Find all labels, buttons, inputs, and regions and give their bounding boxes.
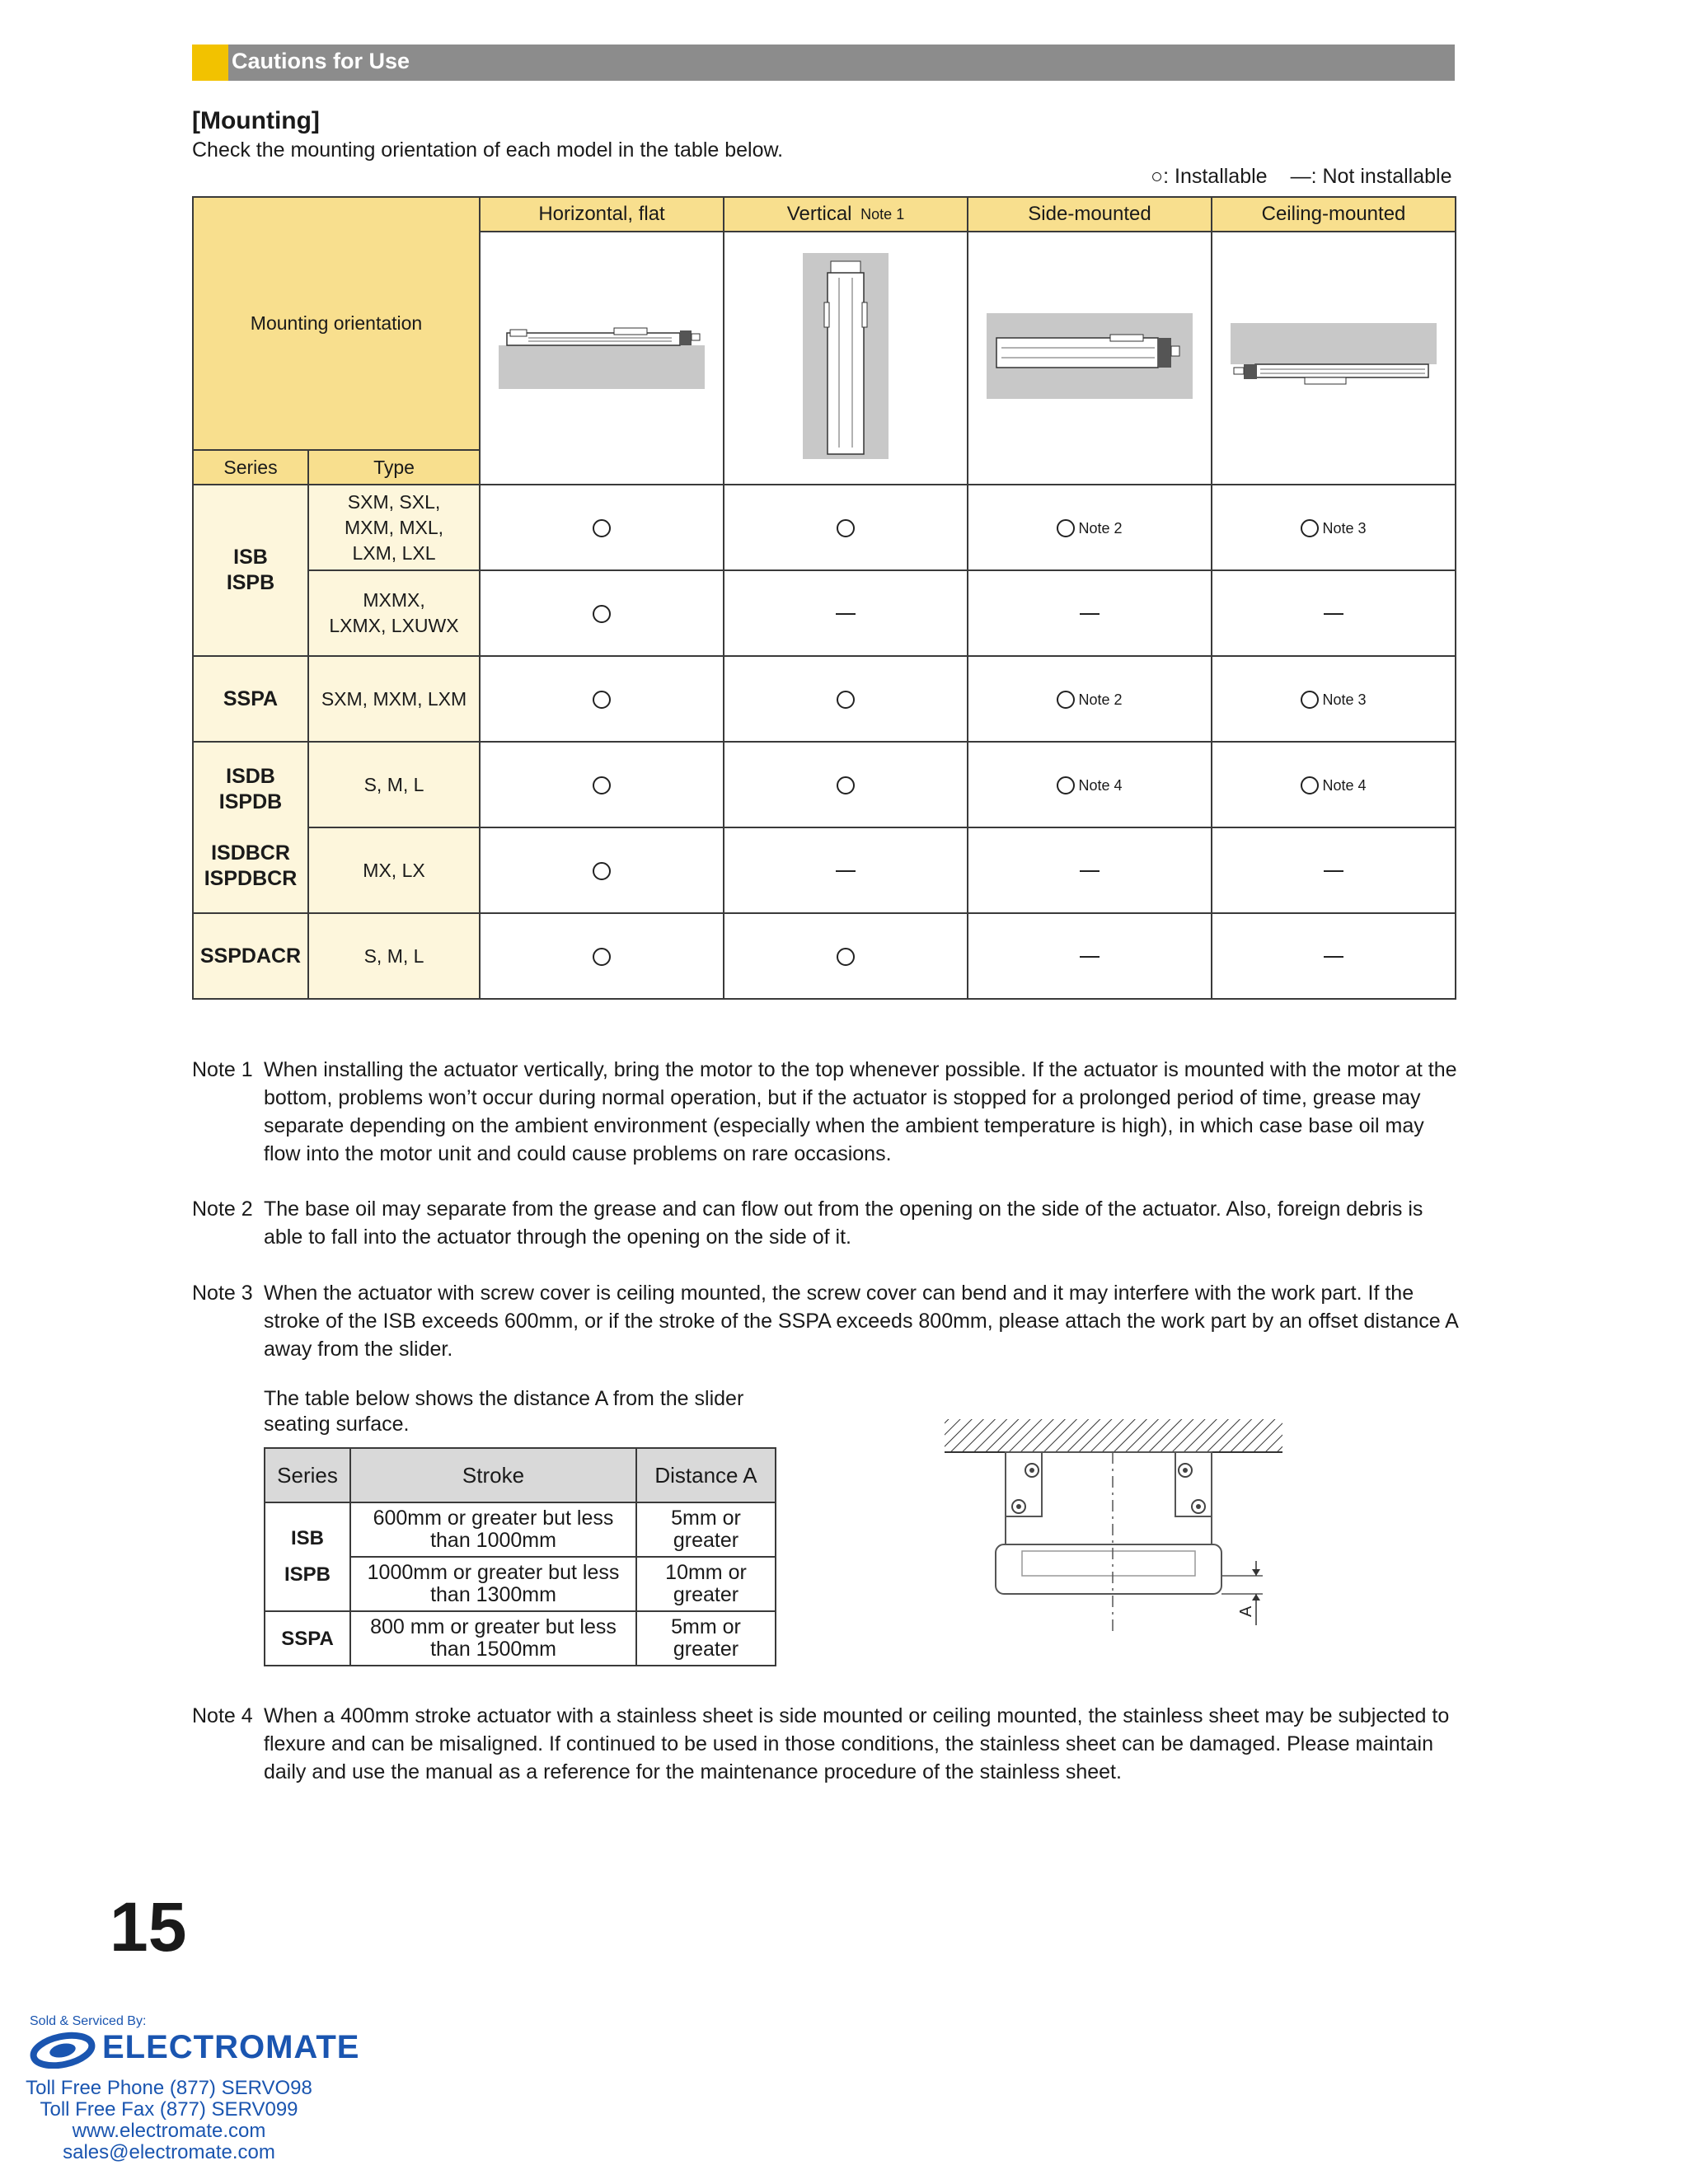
legend-installable: ○: Installable (1151, 165, 1268, 188)
distance-table-intro: The table below shows the distance A from the slider seating surface. (264, 1387, 744, 1436)
electromate-logo-icon (30, 2031, 97, 2069)
img-cell-vertical (724, 232, 968, 485)
footer-web-link[interactable]: www.electromate.com (72, 2120, 266, 2142)
cell-r2-side: Note 2 (968, 656, 1212, 742)
orientation-label: Mounting orientation (250, 312, 423, 334)
col-header-ceiling: Ceiling-mounted (1212, 197, 1456, 232)
vertical-actuator-image (803, 253, 889, 459)
cell-r5-side (968, 913, 1212, 999)
cell-r2-horizontal (480, 656, 724, 742)
series-header: Series (193, 450, 308, 485)
dt-series-sspa: SSPA (265, 1611, 350, 1666)
type-header: Type (308, 450, 480, 485)
page-number: 15 (110, 1888, 187, 1966)
img-cell-ceiling (1212, 232, 1456, 485)
type-cell: S, M, L (308, 913, 480, 999)
cell-r1-side (968, 570, 1212, 656)
cell-r4-ceiling (1212, 827, 1456, 913)
note-2-label: Note 2 (192, 1197, 253, 1221)
type-cell: MX, LX (308, 827, 480, 913)
cell-r2-vertical (724, 656, 968, 742)
type-cell: MXMX, LXMX, LXUWX (308, 570, 480, 656)
dt-series-isb-label: ISB (290, 1527, 324, 1549)
cell-r1-ceiling (1212, 570, 1456, 656)
note-1-label: Note 1 (192, 1058, 253, 1081)
cell-r4-vertical (724, 827, 968, 913)
col-header-side: Side-mounted (968, 197, 1212, 232)
cell-r3-side: Note 4 (968, 742, 1212, 827)
legend-not-installable: —: Not installable (1290, 165, 1452, 188)
dt-series-ispb-label: ISPB (284, 1563, 331, 1586)
cell-r3-horizontal (480, 742, 724, 827)
type-cell: SXM, SXL, MXM, MXL, LXM, LXL (308, 485, 480, 570)
cell-r0-horizontal (480, 485, 724, 570)
cell-r1-vertical (724, 570, 968, 656)
col-header-vertical (724, 197, 968, 232)
note-1-text: When installing the actuator vertically, bring the motor to the top whenever possible. If the actuator is mounted with the motor at the bottom, problems won’t occur during normal operation, but if the actuator is stopped for a prolonged period of time, grease may separate depending on the ambient environment (especially when the ambient temperature is high), in which case base oil may flow into the motor unit and could cause problems on rare occasions. (264, 1058, 1457, 1165)
dt-header-series: Series (265, 1448, 350, 1502)
offset-distance-diagram (940, 1416, 1286, 1638)
series-cell-sspa: SSPA (193, 656, 308, 742)
dt-distance-0: 5mm or greater (636, 1502, 776, 1557)
section-intro: Check the mounting orientation of each model in the table below. (192, 138, 784, 162)
dt-stroke-1: 1000mm or greater but less than 1300mm (350, 1557, 636, 1611)
cell-r4-side (968, 827, 1212, 913)
header-accent-tab (192, 45, 228, 81)
col-header-horizontal: Horizontal, flat (480, 197, 724, 232)
footer-phone: Toll Free Phone (877) SERVO98 (26, 2077, 312, 2099)
cell-r0-ceiling: Note 3 (1212, 485, 1456, 570)
note-3-text: When the actuator with screw cover is ceiling mounted, the screw cover can bend and it may interfere with the work part. If the stroke of the ISB exceeds 600mm, or if the stroke of the SSPA exceeds 800mm, please attach the work part by an offset distance A away from the slider. (264, 1282, 1458, 1361)
cell-r4-horizontal (480, 827, 724, 913)
cell-r3-vertical (724, 742, 968, 827)
col-header-vertical-label: Vertical (786, 203, 852, 225)
cell-r2-ceiling: Note 3 (1212, 656, 1456, 742)
ceiling-actuator-image (1231, 323, 1437, 389)
cell-r1-horizontal (480, 570, 724, 656)
series-cell-isb-ispb: ISB ISPB (193, 485, 308, 656)
mounting-table (192, 196, 1456, 1000)
dt-stroke-2: 800 mm or greater but less than 1500mm (350, 1611, 636, 1666)
diagram-label-a: A (1237, 1605, 1255, 1617)
cell-r3-ceiling: Note 4 (1212, 742, 1456, 827)
img-cell-horizontal (480, 232, 724, 485)
section-title: [Mounting] (192, 107, 320, 134)
horizontal-actuator-image (499, 323, 705, 389)
type-cell: S, M, L (308, 742, 480, 827)
series-cell-isdb: ISDB ISPDB ISDBCR ISPDBCR (193, 742, 308, 913)
img-cell-side (968, 232, 1212, 485)
cell-r5-vertical (724, 913, 968, 999)
symbol-legend (1151, 165, 1452, 189)
sold-by-label: Sold & Serviced By: (30, 2014, 147, 2028)
type-cell: SXM, MXM, LXM (308, 656, 480, 742)
dt-header-stroke: Stroke (350, 1448, 636, 1502)
distance-table (264, 1447, 776, 1666)
dt-series-isb (265, 1502, 350, 1611)
note-4-text: When a 400mm stroke actuator with a stainless sheet is side mounted or ceiling mounted, the stainless sheet may be subjected to flexure and can be misaligned. If continued to be used in those conditions, the stainless sheet can be damaged. Please maintain daily and use the manual as a reference for the maintenance procedure of the stainless sheet. (264, 1704, 1450, 1783)
cell-r0-vertical (724, 485, 968, 570)
header-title: Cautions for Use (232, 49, 410, 73)
cell-r5-horizontal (480, 913, 724, 999)
footer-fax: Toll Free Fax (877) SERV099 (40, 2098, 298, 2121)
dt-distance-1: 10mm or greater (636, 1557, 776, 1611)
note-3-label: Note 3 (192, 1282, 253, 1305)
orientation-label-cell (193, 197, 480, 450)
col-header-vertical-note: Note 1 (860, 206, 905, 223)
cell-r5-ceiling (1212, 913, 1456, 999)
note-4-label: Note 4 (192, 1704, 253, 1727)
cell-r0-side: Note 2 (968, 485, 1212, 570)
series-cell-sspdacr: SSPDACR (193, 913, 308, 999)
dt-stroke-0: 600mm or greater but less than 1000mm (350, 1502, 636, 1557)
dt-distance-2: 5mm or greater (636, 1611, 776, 1666)
dt-header-distance: Distance A (636, 1448, 776, 1502)
brand-name: ELECTROMATE (102, 2029, 360, 2065)
section-header-bar (192, 45, 1455, 81)
side-actuator-image (987, 313, 1193, 399)
footer-email-link[interactable]: sales@electromate.com (63, 2141, 275, 2163)
note-2-text: The base oil may separate from the grease and can flow out from the opening on the side of the actuator. Also, foreign debris is able to fall into the actuator through the opening on the side of it. (264, 1197, 1423, 1249)
